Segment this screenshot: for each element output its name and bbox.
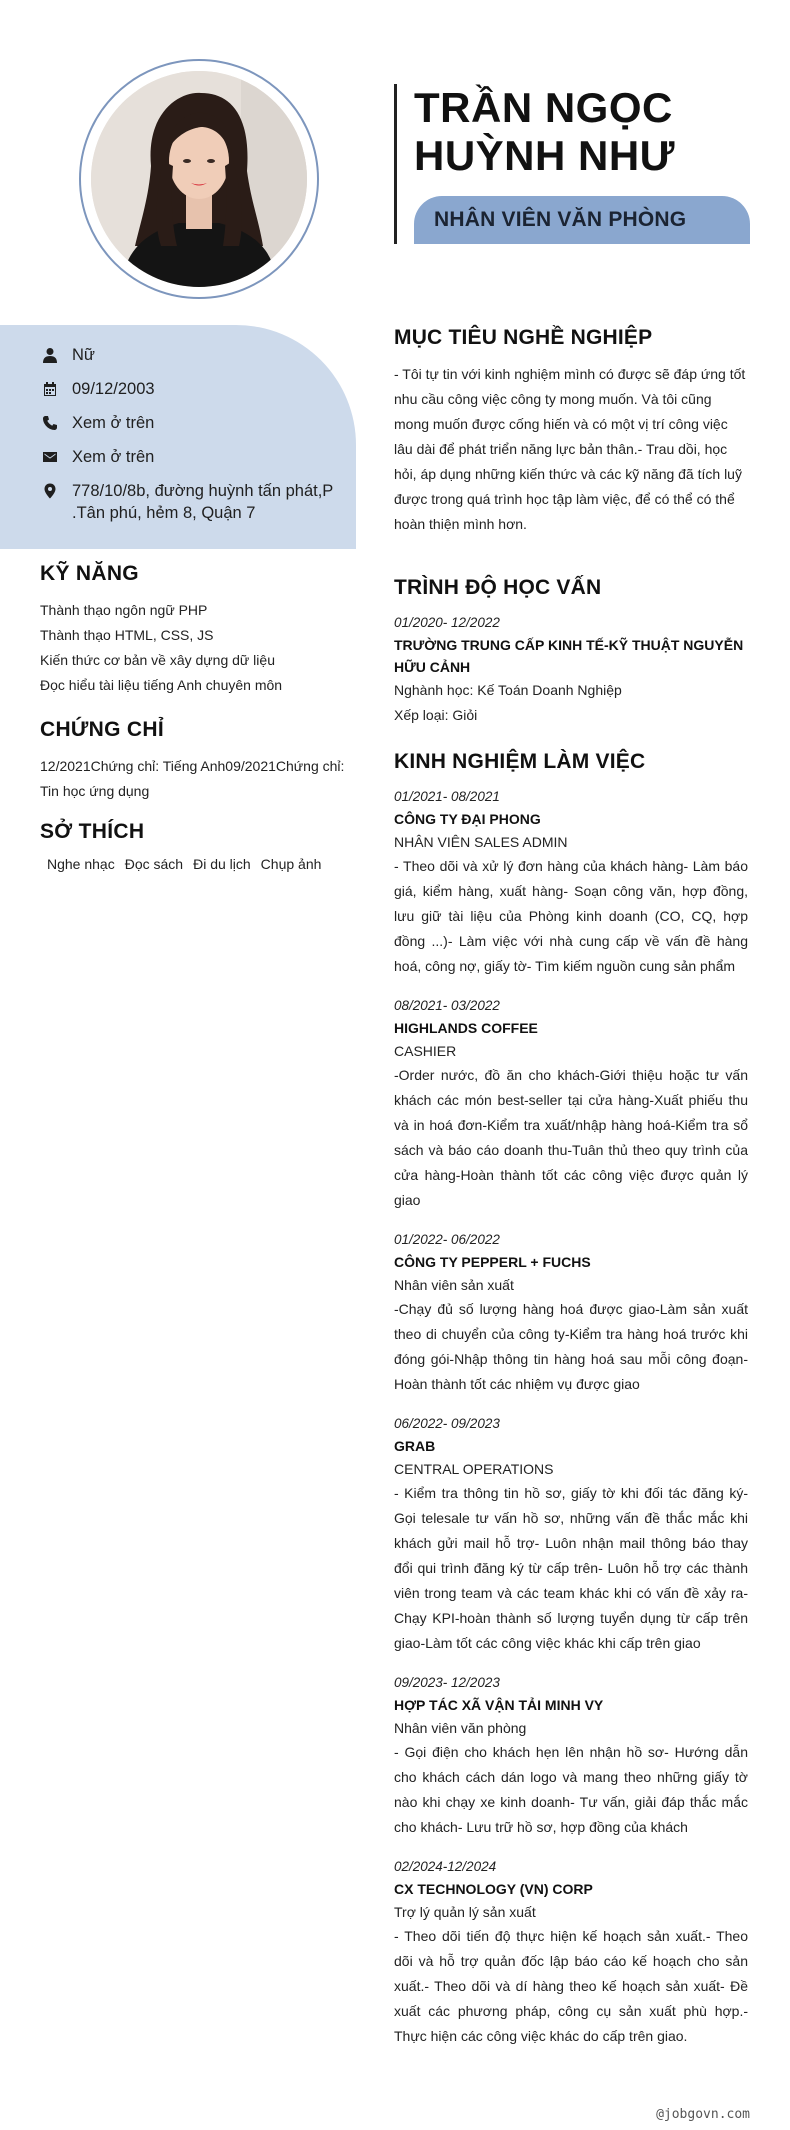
experience-description: -Order nước, đồ ăn cho khách-Giới thiệu hoặc tư vấn khách các món best-seller tại cửa hàng-Xuất phiếu thu và in hoá đơn-Kiểm tra xuất/nhập hàng hoá-Kiểm tra sổ sách và báo cáo doanh thu-Tuân thủ theo quy trình của cửa hàng-Hoàn thành tốt các công việc được quản lý giao xyxy=(394,1067,748,1208)
certificates-section xyxy=(40,718,360,804)
experience-date: 08/2021- 03/2022 xyxy=(394,998,500,1013)
hobbies-section xyxy=(40,820,360,872)
contact-panel xyxy=(0,325,356,549)
skills-section xyxy=(40,562,360,698)
contact-address-text: 778/10/8b, đường huỳnh tấn phát,P .Tân phú, hẻm 8, Quận 7 xyxy=(72,482,334,522)
experience-description: - Gọi điện cho khách hẹn lên nhận hồ sơ- Hướng dẫn cho khách cách dán logo và mang theo những giấy tờ nào khi chạy xe kinh doanh- Tư vấn, giải đáp thắc mắc cho khách- Lưu trữ hồ sơ, hợp đồng của khách xyxy=(394,1744,748,1835)
experience-item xyxy=(394,786,748,979)
skill-item: Thành thạo HTML, CSS, JS xyxy=(40,627,214,643)
education-date: 01/2020- 12/2022 xyxy=(394,615,500,630)
experience-date: 06/2022- 09/2023 xyxy=(394,1416,500,1431)
objective-text: - Tôi tự tin với kinh nghiệm mình có được sẽ đáp ứng tốt nhu cầu công việc công ty mong muốn. Và tôi cũng mong muốn được cống hiến và có một vị trí công việc lâu dài để phát triển năng lực bản thân.- Trau dồi, học hỏi, áp dụng những kiến thức và các kỹ năng đã tích luỹ được trong quá trình học tập làm việc, để có thể có thể hoàn thiện mình hơn. xyxy=(394,366,746,532)
objective-section xyxy=(394,326,748,537)
experience-company: CÔNG TY PEPPERL + FUCHS xyxy=(394,1254,591,1270)
experience-role: CENTRAL OPERATIONS xyxy=(394,1461,554,1477)
location-icon xyxy=(42,480,72,502)
phone-icon xyxy=(42,412,72,434)
contact-birthday-text: 09/12/2003 xyxy=(72,380,155,398)
experience-role: Trợ lý quản lý sản xuất xyxy=(394,1904,536,1920)
avatar xyxy=(91,71,307,287)
education-school: TRƯỜNG TRUNG CẤP KINH TẾ-KỸ THUẬT NGUYỄN HỮU CẢNH xyxy=(394,637,744,675)
experience-company: CX TECHNOLOGY (VN) CORP xyxy=(394,1881,593,1897)
calendar-icon xyxy=(42,378,72,400)
experience-date: 01/2021- 08/2021 xyxy=(394,789,500,804)
name-accent-bar xyxy=(394,84,397,244)
objective-title: MỤC TIÊU NGHỀ NGHIỆP xyxy=(394,326,653,349)
contact-birthday xyxy=(42,378,342,400)
skill-item: Đọc hiểu tài liệu tiếng Anh chuyên môn xyxy=(40,677,283,693)
education-major: Nghành học: Kế Toán Doanh Nghiệp xyxy=(394,682,622,698)
watermark: @jobgovn.com xyxy=(656,2107,750,2122)
experience-item xyxy=(394,1856,748,2049)
experience-item xyxy=(394,1229,748,1397)
skills-title: KỸ NĂNG xyxy=(40,562,139,585)
certificates-title: CHỨNG CHỈ xyxy=(40,718,164,741)
experience-item xyxy=(394,1413,748,1656)
mail-icon xyxy=(42,446,72,468)
hobby-item: Đọc sách xyxy=(124,856,184,872)
experience-role: NHÂN VIÊN SALES ADMIN xyxy=(394,834,568,850)
contact-email xyxy=(42,446,342,468)
experience-title: KINH NGHIỆM LÀM VIỆC xyxy=(394,750,646,773)
experience-company: HỢP TÁC XÃ VẬN TẢI MINH VY xyxy=(394,1697,604,1713)
experience-company: HIGHLANDS COFFEE xyxy=(394,1020,538,1036)
education-grade: Xếp loại: Giỏi xyxy=(394,707,478,723)
experience-description: -Chạy đủ số lượng hàng hoá được giao-Làm sản xuất theo di chuyển của công ty-Kiểm tra hàng hoá trước khi đóng gói-Nhập thông tin hàng hoá sau mỗi công đoạn-Hoàn thành tốt các nhiệm vụ được giao xyxy=(394,1301,748,1392)
experience-date: 02/2024-12/2024 xyxy=(394,1859,497,1874)
experience-item xyxy=(394,1672,748,1840)
experience-company: GRAB xyxy=(394,1438,436,1454)
contact-gender xyxy=(42,344,342,366)
contact-list xyxy=(42,344,342,536)
skills-list xyxy=(40,598,360,698)
contact-email-text: Xem ở trên xyxy=(72,448,155,466)
job-title-badge xyxy=(414,196,750,244)
experience-section xyxy=(394,750,748,2065)
avatar-photo xyxy=(91,71,307,287)
avatar-ring xyxy=(79,59,319,299)
contact-address xyxy=(42,480,342,524)
education-section xyxy=(394,576,748,728)
experience-description: - Kiểm tra thông tin hồ sơ, giấy tờ khi đối tác đăng ký- Gọi telesale tư vấn hồ sơ, những vấn đề thắc mắc khi khách gửi mail hỗ trợ- Luôn nhận mail thông báo thay đổi qui trình đăng ký từ cấp trên- Luôn hỗ trợ các thành viên trong team và các team khác khi có vấn đề xảy ra- Chạy KPI-hoàn thành số lượng tuyển dụng từ cấp trên giao-Làm tốt các công việc khác khi cấp trên giao xyxy=(394,1485,748,1651)
person-icon xyxy=(42,344,72,366)
skill-item: Thành thạo ngôn ngữ PHP xyxy=(40,602,208,618)
skill-item: Kiến thức cơ bản về xây dựng dữ liệu xyxy=(40,652,275,668)
hobbies-title: SỞ THÍCH xyxy=(40,820,145,843)
experience-role: Nhân viên văn phòng xyxy=(394,1720,527,1736)
certificates-text: 12/2021Chứng chỉ: Tiếng Anh09/2021Chứng chỉ: Tin học ứng dụng xyxy=(40,758,345,799)
contact-gender-text: Nữ xyxy=(72,346,95,364)
experience-date: 09/2023- 12/2023 xyxy=(394,1675,500,1690)
experience-item xyxy=(394,995,748,1213)
experience-role: Nhân viên sản xuất xyxy=(394,1277,514,1293)
hobby-item: Chụp ảnh xyxy=(260,856,322,872)
education-title: TRÌNH ĐỘ HỌC VẤN xyxy=(394,576,602,599)
experience-role: CASHIER xyxy=(394,1043,457,1059)
job-title: NHÂN VIÊN VĂN PHÒNG xyxy=(434,208,687,231)
candidate-name: TRẦN NGỌC HUỲNH NHƯ xyxy=(414,84,676,179)
hobby-item: Nghe nhạc xyxy=(47,856,115,872)
experience-description: - Theo dõi tiến độ thực hiện kế hoạch sản xuất.- Theo dõi và hỗ trợ quản đốc lập báo cáo kế hoạch cho sản xuất.- Theo dõi và dí hàng theo kế hoạch sản xuất- Đề xuất các phương pháp, công cụ sản xuất phù hợp.- Thực hiện các công việc khác do cấp trên giao. xyxy=(394,1928,748,2044)
experience-company: CÔNG TY ĐẠI PHONG xyxy=(394,811,541,827)
contact-phone-text: Xem ở trên xyxy=(72,414,155,432)
experience-date: 01/2022- 06/2022 xyxy=(394,1232,500,1247)
contact-phone xyxy=(42,412,342,434)
hobbies-list xyxy=(40,856,360,872)
hobby-item: Đi du lịch xyxy=(193,856,251,872)
experience-description: - Theo dõi và xử lý đơn hàng của khách hàng- Làm báo giá, kiểm hàng, xuất hàng- Soạn công văn, hợp đồng, lưu giữ tài liệu của Phòng kinh doanh (CO, CQ, hợp đồng ...)- Làm việc với nhà cung cấp về vấn đề hàng hoá, công nợ, giấy tờ- Tìm kiếm nguồn cung sản phẩm xyxy=(394,858,748,974)
